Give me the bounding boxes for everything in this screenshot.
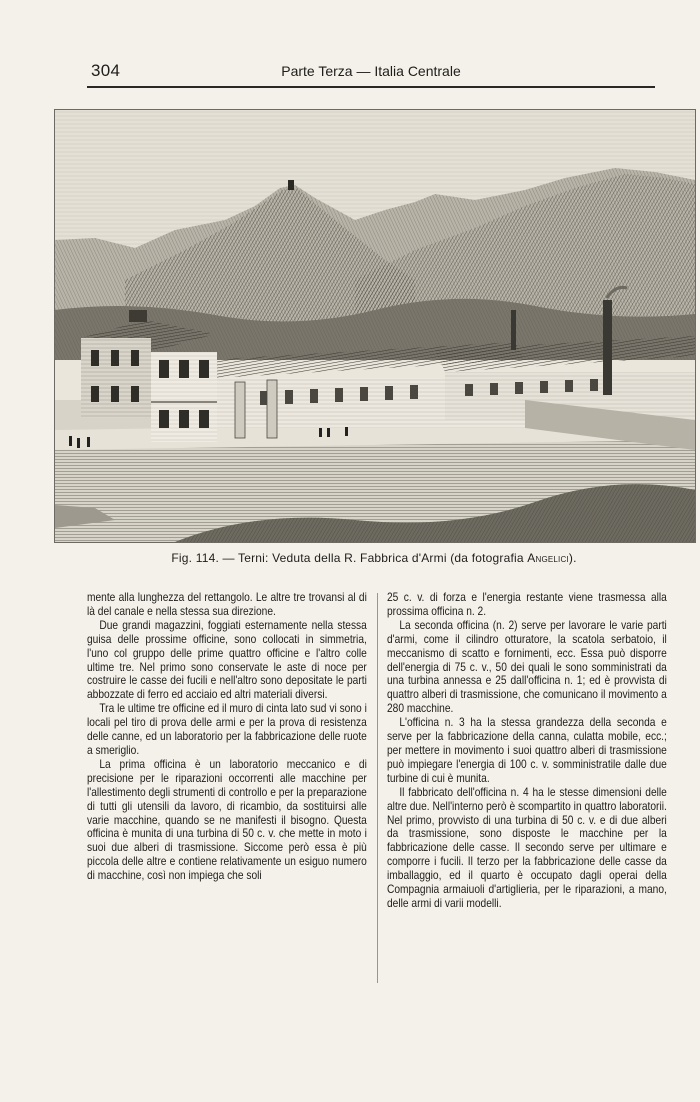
column-divider bbox=[377, 593, 378, 983]
paragraph: Due grandi magazzini, foggiati esternamente nella stessa guisa delle prossime officine, sono collocati in simmetria, l'uno col gruppo delle prime quattro officine e l'altro colle ultime tre. Nel primo sono conservate le aste di noce per costruire le casse dei fucili e nell'altro sono depositate le parti abbozzate di ferro ed acciaio ed altri materiali diversi. bbox=[87, 618, 367, 702]
running-title: Parte Terza — Italia Centrale bbox=[281, 63, 461, 79]
paragraph: Il fabbricato dell'officina n. 4 ha le stesse dimensioni delle altre due. Nell'interno però è scompartito in quattro laboratorii. Nel primo, provvisto di una turbina di 50 c. v. e di due alberi da trasmissione, sono disposte le macchine per la fabbricazione delle casse. Il secondo serve per ultimare e comporre i fucili. Il terzo per la fabbricazione delle casse da imballaggio, ed il quarto è occupato dagli operai della Compagnia armaiuoli d'artiglieria, per le riparazioni, a mano, delle armi di varii modelli. bbox=[387, 785, 667, 910]
factory-engraving bbox=[55, 110, 695, 542]
paragraph: 25 c. v. di forza e l'energia restante viene trasmessa alla prossima officina n. 2. bbox=[387, 591, 667, 618]
page-header bbox=[87, 58, 655, 88]
engraving-illustration bbox=[54, 109, 696, 543]
caption-text: Fig. 114. — Terni: Veduta della R. Fabbrica d'Armi (da fotografia bbox=[171, 551, 528, 565]
paragraph: mente alla lunghezza del rettangolo. Le altre tre trovansi al di là del canale e nella stessa sua direzione. bbox=[87, 591, 367, 618]
paragraph: Tra le ultime tre officine ed il muro di cinta lato sud vi sono i locali pel tiro di prova delle armi e per la prova di resistenza delle canne, ed un laboratorio per la fabbricazione delle ruote a smeriglio. bbox=[87, 702, 367, 757]
paragraph: La seconda officina (n. 2) serve per lavorare le varie parti d'armi, come il cilindro otturatore, la scatola serbatoio, il meccanismo di scatto e fornimenti, ecc. Essa può disporre dell'energia di 75 c. v., 50 dei quali le sono somministrati da una turbina annessa e 25 dall'officina n. 1; ed è provvista di quattro alberi di trasmissione, che comunicano il movimento a 280 macchine. bbox=[387, 618, 667, 716]
left-text-column bbox=[87, 591, 367, 883]
caption-end: ). bbox=[568, 551, 577, 565]
right-text-column bbox=[387, 591, 667, 911]
paragraph: La prima officina è un laboratorio meccanico e di precisione per le riparazioni occorrenti alle macchine per l'allestimento degli strumenti di controllo e per la preparazione di tutti gli utensili da lavoro, di ricambio, da sostituirsi alle varie macchine, quando se ne manifesti il bisogno. Questa officina è munita di una turbina di 50 c. v. che mette in moto i suoi due alberi di trasmissione. Siccome però essa è più piccola delle altre e contiene relativamente un esiguo numero di macchine, così non impiega che soli bbox=[87, 757, 367, 883]
figure-caption bbox=[54, 551, 694, 565]
caption-credit: Angelici bbox=[527, 551, 569, 565]
page-number: 304 bbox=[91, 61, 121, 80]
paragraph: L'officina n. 3 ha la stessa grandezza della seconda e serve per la fabbricazione della canna, culatta mobile, ecc.; per mettere in movimento i suoi quattro alberi di trasmissione può impiegare l'energia di 100 c. v. somministratile dalle due turbine di cui è munita. bbox=[387, 716, 667, 785]
